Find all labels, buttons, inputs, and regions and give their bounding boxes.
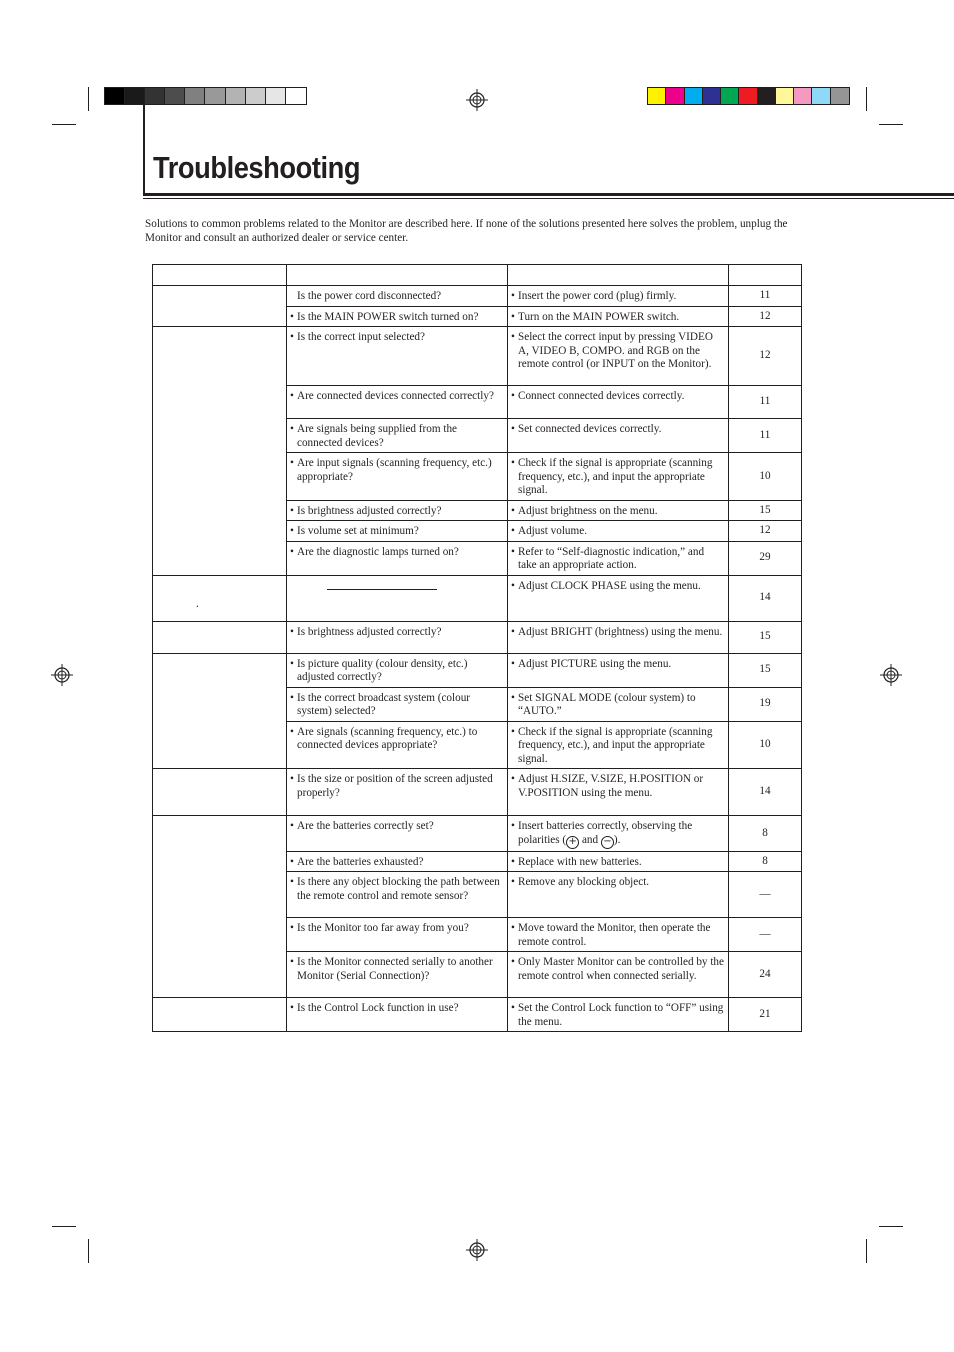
bullet: •: [290, 457, 294, 469]
check-cell: • Is the MAIN POWER switch turned on?: [287, 306, 508, 327]
color-swatch: [812, 88, 830, 104]
bullet: •: [290, 1002, 294, 1014]
action-cell: • Select the correct input by pressing VIDEO A, VIDEO B, COMPO. and RGB on the remote control (or INPUT on the Monitor).: [508, 327, 729, 386]
bullet: •: [511, 725, 515, 738]
table-row: [153, 653, 802, 687]
troubleshooting-table: [152, 264, 802, 1032]
page-reference: 11: [729, 286, 802, 307]
bullet: •: [511, 876, 515, 888]
color-swatch: [105, 88, 125, 104]
crop-mark-top-left-h: [52, 124, 76, 125]
page-reference: 10: [729, 453, 802, 501]
check-cell: • Are input signals (scanning frequency, etc.) appropriate?: [287, 453, 508, 501]
title-rule-vertical: [143, 105, 145, 195]
action-cell: • Adjust volume.: [508, 521, 729, 542]
color-swatch: [165, 88, 185, 104]
table-row: [153, 998, 802, 1032]
table-row: [153, 575, 802, 621]
bullet: •: [290, 331, 294, 343]
title-rule-thick: [143, 193, 954, 196]
color-swatch: [226, 88, 246, 104]
bullet: •: [511, 545, 515, 558]
bullet: •: [511, 331, 515, 343]
bullet: •: [511, 956, 515, 968]
symptom-cell: [153, 327, 287, 576]
bullet: •: [290, 922, 294, 934]
action-cell: • Turn on the MAIN POWER switch.: [508, 306, 729, 327]
bullet: •: [511, 820, 515, 832]
crop-mark-top-left-v: [88, 87, 89, 111]
action-cell: • Only Master Monitor can be controlled by the remote control when connected serially.: [508, 952, 729, 998]
symptom-cell: [153, 575, 287, 621]
registration-target-icon: [51, 664, 73, 686]
table-row: [153, 769, 802, 816]
bullet: •: [511, 525, 515, 537]
action-cell: • Adjust CLOCK PHASE using the menu.: [508, 575, 729, 621]
intro-paragraph: Solutions to common problems related to the Monitor are described here. If none of the solutions presented here solves the problem, unplug the Monitor and consult an authorized dealer or service center.: [145, 218, 788, 244]
page-reference: —: [729, 918, 802, 952]
action-cell: • Adjust H.SIZE, V.SIZE, H.POSITION or V.POSITION using the menu.: [508, 769, 729, 816]
check-cell: • Is the size or position of the screen adjusted properly?: [287, 769, 508, 816]
check-cell: • Is volume set at minimum?: [287, 521, 508, 542]
header-cell-check: [287, 265, 508, 286]
color-swatch: [145, 88, 165, 104]
crop-mark-bottom-right-h: [879, 1226, 903, 1227]
bullet: •: [290, 820, 294, 832]
bullet: •: [511, 773, 515, 785]
bullet: •: [511, 423, 515, 435]
color-swatch: [648, 88, 666, 104]
check-cell: • Are the diagnostic lamps turned on?: [287, 541, 508, 575]
color-swatch: [739, 88, 757, 104]
check-cell: • Is brightness adjusted correctly?: [287, 621, 508, 653]
color-swatch: [185, 88, 205, 104]
check-cell: • Is there any object blocking the path between the remote control and remote sensor?: [287, 872, 508, 918]
symptom-cell: [153, 816, 287, 998]
page-reference: 15: [729, 621, 802, 653]
bullet: •: [511, 922, 515, 934]
registration-target-icon: [466, 1239, 488, 1261]
bullet: •: [511, 310, 515, 323]
symptom-cell: [153, 621, 287, 653]
bullet: •: [290, 423, 294, 435]
color-swatch: [831, 88, 849, 104]
action-cell: • Insert the power cord (plug) firmly.: [508, 286, 729, 307]
page-reference: 24: [729, 952, 802, 998]
bullet: •: [290, 625, 294, 638]
color-swatch: [721, 88, 739, 104]
color-swatch: [794, 88, 812, 104]
blank-underline: [327, 589, 437, 590]
bullet: •: [290, 956, 294, 968]
crop-mark-bottom-left-v: [88, 1239, 89, 1263]
header-cell-page: [729, 265, 802, 286]
page-reference: 21: [729, 998, 802, 1032]
page-reference: 14: [729, 769, 802, 816]
bullet: •: [290, 390, 294, 402]
color-swatch: [666, 88, 684, 104]
page-reference: 8: [729, 851, 802, 872]
check-cell: Is the power cord disconnected?: [287, 286, 508, 307]
table-row: [153, 327, 802, 386]
page-reference: 29: [729, 541, 802, 575]
check-cell: [287, 575, 508, 621]
symptom-cell: [153, 998, 287, 1032]
action-cell: • Set SIGNAL MODE (colour system) to “AUTO.”: [508, 687, 729, 721]
action-cell: • Insert batteries correctly, observing the polarities ( + and − ).: [508, 816, 729, 852]
color-swatch: [205, 88, 225, 104]
bullet: •: [511, 390, 515, 402]
bullet: •: [290, 525, 294, 537]
title-rule-thin: [143, 198, 954, 199]
page-reference: 11: [729, 419, 802, 453]
bullet: •: [290, 545, 294, 558]
check-cell: • Is picture quality (colour density, etc.) adjusted correctly?: [287, 653, 508, 687]
color-swatch: [125, 88, 145, 104]
header-cell-symptom: [153, 265, 287, 286]
page-reference: —: [729, 872, 802, 918]
color-swatch: [246, 88, 266, 104]
page-title: Troubleshooting: [153, 150, 361, 185]
bullet: •: [511, 579, 515, 592]
action-cell: • Refer to “Self-diagnostic indication,” and take an appropriate action.: [508, 541, 729, 575]
action-cell: • Set the Control Lock function to “OFF” using the menu.: [508, 998, 729, 1032]
symptom-mark: .: [196, 597, 199, 610]
bullet: •: [511, 855, 515, 868]
crop-mark-top-right-v: [866, 87, 867, 111]
action-cell: • Remove any blocking object.: [508, 872, 729, 918]
color-swatch: [286, 88, 306, 104]
action-cell: • Adjust BRIGHT (brightness) using the menu.: [508, 621, 729, 653]
check-cell: • Are the batteries exhausted?: [287, 851, 508, 872]
registration-target-icon: [880, 664, 902, 686]
bullet: •: [290, 773, 294, 785]
action-cell: • Replace with new batteries.: [508, 851, 729, 872]
check-cell: • Are signals (scanning frequency, etc.) to connected devices appropriate?: [287, 721, 508, 769]
symptom-cell: [153, 769, 287, 816]
plus-polarity-icon: +: [566, 836, 579, 849]
bullet: •: [511, 290, 515, 302]
check-cell: • Is the correct input selected?: [287, 327, 508, 386]
page-reference: 12: [729, 306, 802, 327]
bullet: •: [290, 876, 294, 888]
bullet: •: [290, 310, 294, 323]
minus-polarity-icon: −: [601, 836, 614, 849]
check-cell: • Is the correct broadcast system (colour system) selected?: [287, 687, 508, 721]
action-cell: • Set connected devices correctly.: [508, 419, 729, 453]
bullet: •: [290, 725, 294, 738]
page-reference: 15: [729, 653, 802, 687]
table-row: [153, 816, 802, 852]
check-cell: • Are signals being supplied from the connected devices?: [287, 419, 508, 453]
action-cell: • Adjust brightness on the menu.: [508, 500, 729, 521]
table-header-row: [153, 265, 802, 286]
bullet: •: [511, 691, 515, 704]
color-swatch: [266, 88, 286, 104]
page-reference: 12: [729, 521, 802, 542]
crop-mark-bottom-right-v: [866, 1239, 867, 1263]
table-row: [153, 621, 802, 653]
page-reference: 10: [729, 721, 802, 769]
color-calibration-bar: [647, 87, 850, 105]
bullet: [290, 290, 297, 304]
bullet: •: [511, 625, 515, 638]
color-swatch: [776, 88, 794, 104]
page-reference: 19: [729, 687, 802, 721]
grayscale-calibration-bar: [104, 87, 307, 105]
action-cell: • Check if the signal is appropriate (scanning frequency, etc.), and input the appropriate signal.: [508, 453, 729, 501]
color-swatch: [758, 88, 776, 104]
symptom-cell: [153, 653, 287, 769]
action-cell: • Move toward the Monitor, then operate the remote control.: [508, 918, 729, 952]
bullet: •: [511, 657, 515, 670]
action-cell: • Check if the signal is appropriate (scanning frequency, etc.), and input the appropriate signal.: [508, 721, 729, 769]
color-swatch: [703, 88, 721, 104]
check-cell: • Is the Control Lock function in use?: [287, 998, 508, 1032]
check-cell: • Is the Monitor connected serially to another Monitor (Serial Connection)?: [287, 952, 508, 998]
check-cell: • Are connected devices connected correctly?: [287, 386, 508, 419]
bullet: •: [511, 457, 515, 469]
action-cell: • Adjust PICTURE using the menu.: [508, 653, 729, 687]
page-reference: 12: [729, 327, 802, 386]
action-cell: • Connect connected devices correctly.: [508, 386, 729, 419]
check-cell: • Is brightness adjusted correctly?: [287, 500, 508, 521]
bullet: •: [511, 504, 515, 517]
check-cell: • Is the Monitor too far away from you?: [287, 918, 508, 952]
page-reference: 8: [729, 816, 802, 852]
page-reference: 14: [729, 575, 802, 621]
table-row: [153, 286, 802, 307]
symptom-cell: [153, 286, 287, 327]
crop-mark-bottom-left-h: [52, 1226, 76, 1227]
crop-mark-top-right-h: [879, 124, 903, 125]
page-reference: 11: [729, 386, 802, 419]
registration-target-icon: [466, 89, 488, 111]
color-swatch: [685, 88, 703, 104]
check-cell: • Are the batteries correctly set?: [287, 816, 508, 852]
bullet: •: [290, 691, 294, 704]
header-cell-action: [508, 265, 729, 286]
page-reference: 15: [729, 500, 802, 521]
bullet: •: [290, 855, 294, 868]
bullet: •: [290, 657, 294, 670]
bullet: •: [290, 504, 294, 517]
bullet: •: [511, 1002, 515, 1014]
